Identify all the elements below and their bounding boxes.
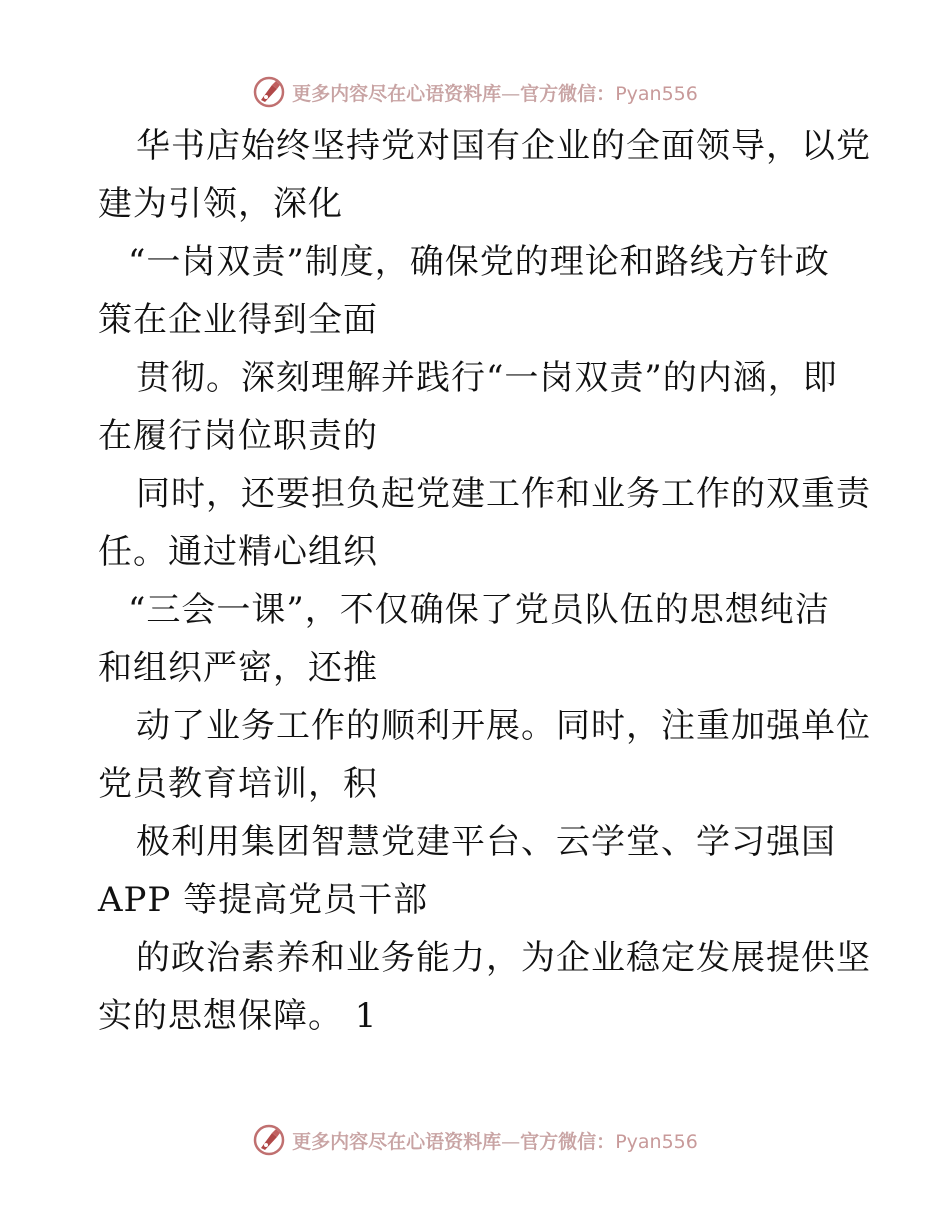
pen-nib-logo-icon: [252, 1123, 286, 1157]
watermark-wechat-label: 官方微信：: [520, 1130, 616, 1153]
body-line: 华书店始终坚持党对国有企业的全面领导，以党: [136, 126, 871, 166]
body-line: “三会一课”，不仅确保了党员队伍的思想纯洁: [128, 590, 830, 630]
body-line: 极利用集团智慧党建平台、云学堂、学习强国: [136, 822, 836, 862]
watermark-site-name: 更多内容尽在心语资料库: [292, 1130, 502, 1153]
pen-nib-logo-icon: [252, 75, 286, 109]
watermark-text: [292, 1127, 698, 1154]
body-line: 任。通过精心组织: [98, 532, 378, 572]
body-line: 实的思想保障。 1: [98, 996, 378, 1036]
watermark-wechat-id: Pyan556: [615, 82, 698, 105]
watermark-wechat-id: Pyan556: [615, 1130, 698, 1153]
body-line: APP 等提高党员干部: [98, 880, 429, 920]
body-line: 策在企业得到全面: [98, 300, 378, 340]
body-line: 的政治素养和业务能力，为企业稳定发展提供坚: [136, 938, 871, 978]
body-line: 动了业务工作的顺利开展。同时，注重加强单位: [136, 706, 871, 746]
body-line: 党员教育培训，积: [98, 764, 378, 804]
header-watermark: [0, 72, 950, 112]
body-line: 在履行岗位职责的: [98, 416, 378, 456]
body-line: 同时，还要担负起党建工作和业务工作的双重责: [136, 474, 871, 514]
watermark-separator: —: [501, 1130, 521, 1153]
watermark-separator: —: [501, 82, 521, 105]
watermark-site-name: 更多内容尽在心语资料库: [292, 82, 502, 105]
document-body: [98, 117, 871, 1045]
body-line: “一岗双责”制度，确保党的理论和路线方针政: [128, 242, 830, 282]
watermark-wechat-label: 官方微信：: [520, 82, 616, 105]
watermark-text: [292, 79, 698, 106]
footer-watermark: [0, 1120, 950, 1160]
body-line: 贯彻。深刻理解并践行“一岗双责”的内涵，即: [136, 358, 838, 398]
body-line: 建为引领，深化: [98, 184, 343, 224]
body-line: 和组织严密，还推: [98, 648, 378, 688]
